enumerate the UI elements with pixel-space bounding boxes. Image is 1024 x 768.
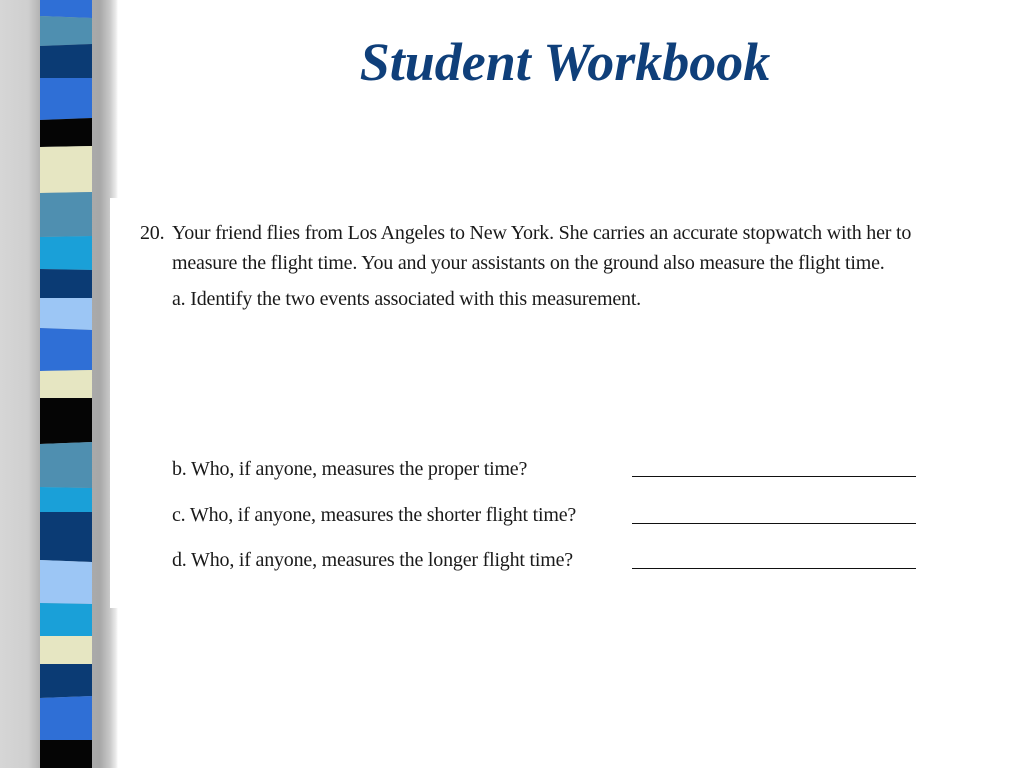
question-body bbox=[172, 218, 980, 314]
question-text-line-2: measure the flight time. You and your assistants on the ground also measure the flight time. bbox=[172, 252, 885, 274]
question-part-c: c. Who, if anyone, measures the shorter flight time? bbox=[172, 504, 577, 526]
answer-line-d[interactable] bbox=[632, 548, 916, 569]
question-part-b: b. Who, if anyone, measures the proper time? bbox=[172, 458, 528, 480]
question-text-line-1: Your friend flies from Los Angeles to New York. She carries an accurate stopwatch with her to bbox=[172, 222, 912, 244]
question-part-a: a. Identify the two events associated with this measurement. bbox=[172, 288, 641, 310]
answer-line-c[interactable] bbox=[632, 503, 916, 524]
workbook-page bbox=[110, 198, 990, 608]
answer-line-b[interactable] bbox=[632, 456, 916, 477]
side-decorative-stripe bbox=[0, 0, 118, 768]
slide-title: Student Workbook bbox=[359, 32, 771, 92]
question-20 bbox=[140, 218, 980, 314]
question-number: 20. bbox=[140, 222, 165, 244]
question-part-d: d. Who, if anyone, measures the longer flight time? bbox=[172, 549, 573, 571]
